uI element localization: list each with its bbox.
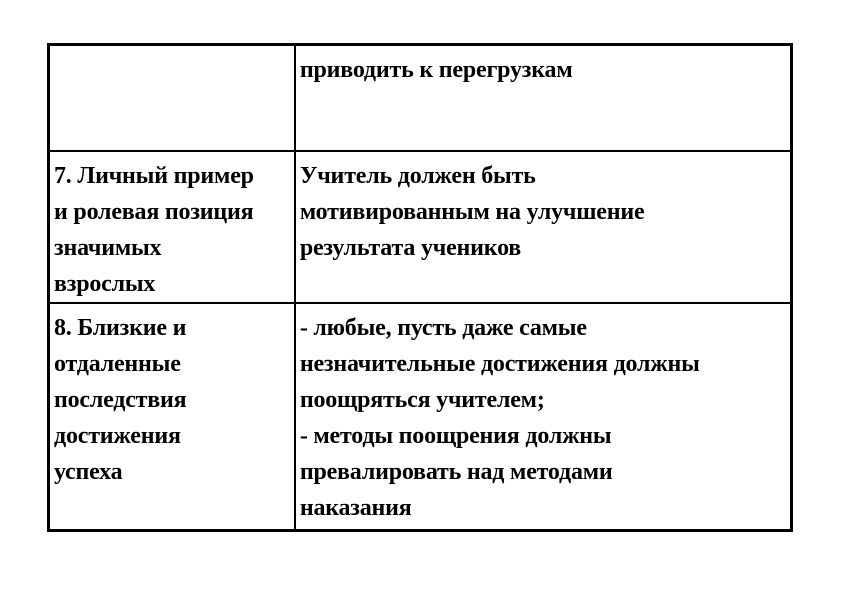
table-row (49, 303, 792, 531)
description-cell: приводить к перегрузкам (295, 45, 792, 152)
document-table (47, 43, 793, 532)
description-cell: Учитель должен быть мотивированным на улучшение результата учеников (295, 151, 792, 303)
factor-cell (49, 45, 295, 152)
factor-cell: 8. Близкие и отдаленные последствия достижения успеха (49, 303, 295, 531)
factor-cell: 7. Личный пример и ролевая позиция значимых взрослых (49, 151, 295, 303)
table-row (49, 45, 792, 152)
table-row (49, 151, 792, 303)
description-cell: - любые, пусть даже самые незначительные достижения должны поощряться учителем; - методы поощрения должны превалировать над методами наказания (295, 303, 792, 531)
